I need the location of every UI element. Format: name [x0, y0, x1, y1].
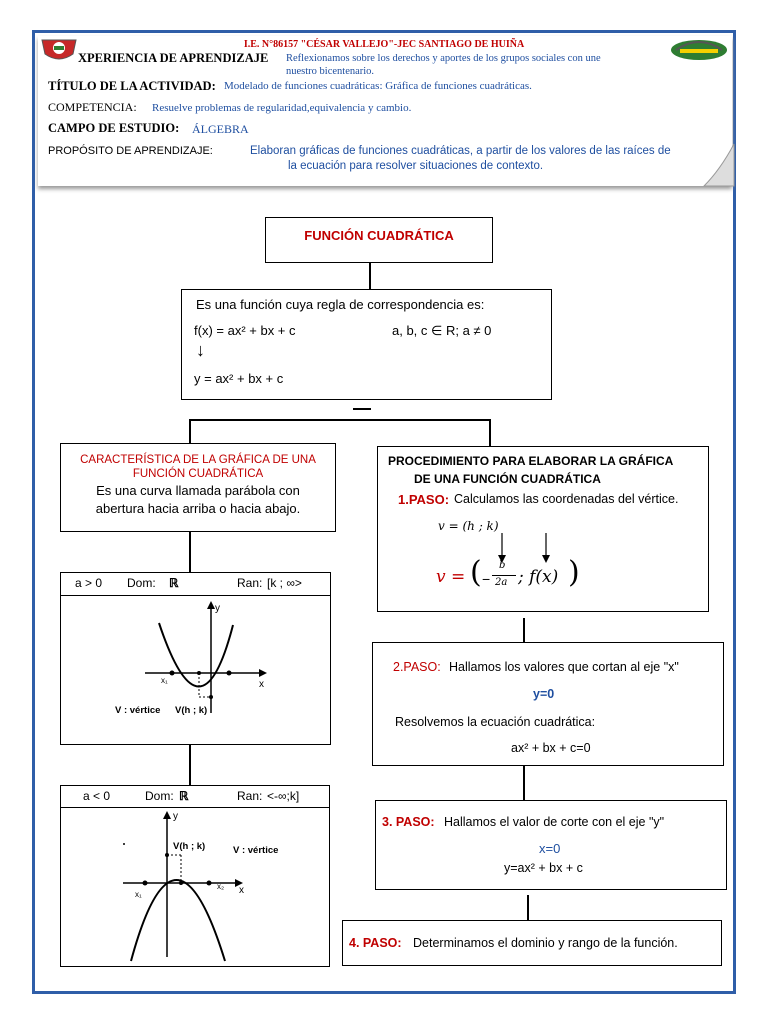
step3-text: Hallamos el valor de corte con el eje "y" [444, 815, 665, 829]
graph-down-parabola [131, 880, 225, 961]
school-name: I.E. N°86157 "CÉSAR VALLEJO"-JEC SANTIAGO DE HUIÑA [243, 39, 525, 50]
graph-down-y-label: y [173, 811, 178, 822]
experience-text-2: nuestro bicentenario. [286, 66, 375, 77]
graph-up-dom-label: Dom: [127, 576, 156, 590]
graph-up-y-label: y [215, 603, 220, 614]
graph-down-dom: ℝ [179, 789, 189, 803]
graph-down-x1-label: x₁ [135, 890, 142, 899]
graph-up-x1-label: x₁ [161, 676, 168, 685]
field-text: ÁLGEBRA [192, 122, 249, 136]
branch-line [189, 419, 491, 421]
step2-box [372, 642, 724, 766]
graph-down-h-point [179, 881, 183, 885]
graph-up-vertex-label: V : vértice [115, 705, 161, 716]
characteristic-text: Es una curva llamada parábola con [96, 483, 300, 498]
graph-down-mark [123, 843, 125, 845]
step1-number: 1.PASO: [398, 492, 450, 507]
step4-text: Determinamos el dominio y rango de la función. [413, 936, 678, 950]
connector-line [369, 263, 371, 289]
definition-fx: f(x) = ax² + bx + c [194, 323, 296, 338]
step2-equation: ax² + bx + c=0 [511, 741, 591, 755]
graph-up-box [60, 572, 331, 745]
graph-down-x2-label: x₂ [217, 882, 225, 891]
step2-text: Hallamos los valores que cortan al eje "x" [449, 660, 679, 674]
procedure-box [377, 446, 709, 612]
graph-up-root-point [170, 671, 175, 676]
experience-label: XPERIENCIA DE APRENDIZAJE [78, 51, 269, 65]
graph-up-dom: ℝ [169, 576, 179, 590]
main-title: FUNCIÓN CUADRÁTICA [304, 228, 454, 243]
step3-number: 3. PASO: [382, 815, 435, 829]
page-curl-icon [700, 140, 740, 190]
definition-box [181, 289, 552, 400]
purpose-text: Elaboran gráficas de funciones cuadráticas, a partir de los valores de las raíces de [250, 145, 671, 157]
procedure-title: PROCEDIMIENTO PARA ELABORAR LA GRÁFICA [388, 454, 674, 468]
connector-line [189, 745, 191, 785]
graph-down-box [60, 785, 330, 967]
down-arrow-icon: ↓ [196, 340, 205, 360]
graph-down-vertex-point [165, 853, 169, 857]
vertex-formula-2a: 2a [495, 577, 508, 588]
graph-up-ran: [k ; ∞> [267, 576, 302, 590]
experience-text: Reflexionamos sobre los derechos y aportes de los grupos sociales con une [286, 53, 601, 64]
vertex-formula-fraction-bar [492, 575, 516, 576]
graph-down-x-label: x [239, 885, 244, 896]
vertex-formula-fx: ; f(x) [518, 567, 559, 587]
graph-up-condition: a > 0 [75, 576, 103, 590]
step2-condition: y=0 [533, 687, 555, 701]
graph-down-root-point [207, 881, 212, 886]
activity-title-label: TÍTULO DE LA ACTIVIDAD: [48, 79, 216, 93]
step3-condition: x=0 [539, 841, 561, 856]
competence-text: Resuelve problemas de regularidad,equivalencia y cambio. [152, 102, 412, 114]
step3-box [375, 800, 727, 890]
graph-down-vertex-coord: V(h ; k) [173, 841, 206, 852]
definition-y: y = ax² + bx + c [194, 371, 284, 386]
graph-down-ran-label: Ran: [237, 789, 263, 803]
vertex-formula-lhs: v = [436, 567, 466, 587]
graph-up-parabola [159, 623, 233, 687]
graph-up-vertex-coord: V(h ; k) [175, 705, 208, 716]
procedure-title-2: DE UNA FUNCIÓN CUADRÁTICA [414, 472, 601, 486]
main-title-box [265, 217, 493, 263]
connector-line [189, 532, 191, 572]
graph-down-vertex-label: V : vértice [233, 845, 279, 856]
vertex-formula-paren-left: ( [470, 555, 482, 590]
graph-up-plot [61, 595, 329, 743]
purpose-text-2: la ecuación para resolver situaciones de contexto. [288, 160, 544, 172]
graph-up-h-point [197, 671, 201, 675]
vertex-formula-small: v = (h ; k) [438, 519, 499, 533]
graph-up-root-point [227, 671, 232, 676]
step1-text: Calculamos las coordenadas del vértice. [454, 492, 679, 506]
connector-dash [353, 408, 371, 410]
field-label: CAMPO DE ESTUDIO: [48, 121, 180, 135]
graph-up-y-arrow [207, 601, 215, 609]
graph-down-root-point [143, 881, 148, 886]
graph-up-x-arrow [259, 669, 267, 677]
vertex-formula-minus: − [482, 571, 491, 587]
graph-down-ran: <-∞;k] [267, 789, 300, 803]
purpose-label: PROPÓSITO DE APRENDIZAJE: [48, 145, 213, 157]
activity-title-text: Modelado de funciones cuadráticas: Gráfica de funciones cuadráticas. [224, 80, 532, 92]
step4-box [342, 920, 722, 966]
branch-left-line [189, 419, 191, 443]
branch-right-line [489, 419, 491, 446]
step4-number: 4. PASO: [349, 936, 402, 950]
characteristic-text-2: abertura hacia arriba o hacia abajo. [95, 501, 301, 516]
vertex-formula-paren-right: ) [568, 555, 580, 590]
characteristic-title-2: FUNCIÓN CUADRÁTICA [132, 468, 264, 480]
graph-up-ran-label: Ran: [237, 576, 263, 590]
characteristic-title: CARACTERÍSTICA DE LA GRÁFICA DE UNA [80, 454, 316, 466]
graph-up-vertex-point [209, 695, 213, 699]
connector-line [523, 618, 525, 642]
graph-down-plot [61, 807, 329, 965]
characteristic-box [60, 443, 336, 532]
step2-text-2: Resolvemos la ecuación cuadrática: [395, 715, 596, 729]
graph-up-x-label: x [259, 679, 264, 690]
vertex-formula-b: b [499, 560, 506, 571]
competence-label: COMPETENCIA: [48, 100, 137, 114]
graph-down-dom-label: Dom: [145, 789, 174, 803]
graph-down-y-arrow [163, 811, 171, 819]
definition-line: Es una función cuya regla de correspondencia es: [196, 297, 485, 312]
step3-equation: y=ax² + bx + c [504, 861, 583, 875]
definition-condition: a, b, c ∈ R; a ≠ 0 [392, 323, 492, 338]
step2-number: 2.PASO: [393, 660, 441, 674]
connector-line [523, 766, 525, 800]
graph-down-condition: a < 0 [83, 789, 111, 803]
